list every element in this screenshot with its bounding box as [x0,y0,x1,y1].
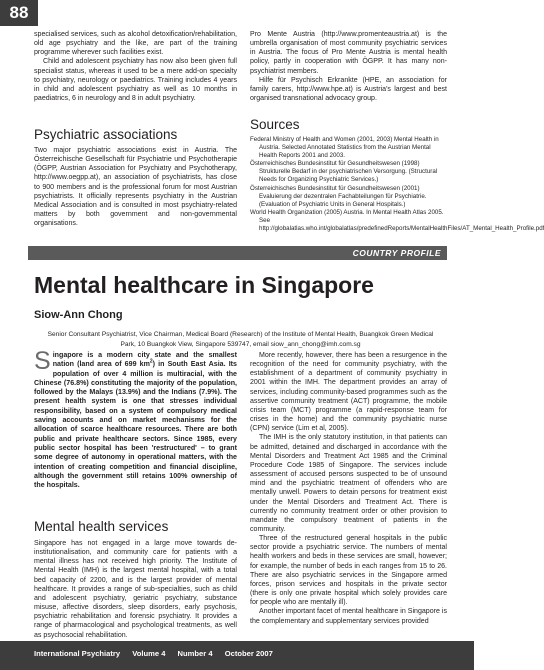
paragraph: Another important facet of mental healthcare in Singapore is the complementary and supplementary services provided [250,608,447,625]
paragraph: Pro Mente Austria (http://www.promenteaustria.at) is the umbrella organisation of most community psychiatric services in Austria. The focus of Pro Mente Austria is mental health policy, partly in cooperation with ÖGPP. It has many non-psychiatrist members. [250,31,447,75]
journal-number: Number 4 [177,649,213,658]
author-affiliation [34,330,447,349]
section-heading-mental-health-services: Mental health services [34,519,169,534]
paragraph: Singapore has not engaged in a large move towards de-institutionalisation, and community care for patients with a mental illness has not received high priority. The Institute of Mental Health (IMH) is the largest mental hospital, with a total bed capacity of 2200, and is the largest provider of mental healthcare. It provides a range of sub-specialties, such as child and adolescent psychiatry, geriatric psychiatry, substance misuse, affective disorders, sleep disorders, early psychosis, psychiatric rehabilitation and forensic psychiatry. It provides a range of pharmacological and psychological treatments, as well as psychosocial rehabilitation. [34,540,237,639]
article-title: Mental healthcare in Singapore [34,272,374,298]
section-heading-sources: Sources [250,117,300,132]
intro-text: ingapore is a modern city state and the smallest nation (land area of 699 km [52,351,237,369]
reference-item: Österreichisches Bundesinstitut für Gesundheitswesen (2001) Evaluierung der dezentralen Fachabteilungen für Psychiatrie. (Evaluation of Psychiatric Units in General Hospitals.) [250,184,427,208]
journal-footer [0,641,474,670]
paragraph: The IMH is the only statutory institution, in that patients can be admitted, detained and discharged in accordance with the Mental Disorders and Treatment Act 1985 and the Criminal Procedure Code 1985 of Singapore. The services include assessment of accused persons suspected to be of unsound mind and the psychiatric treatment of offenders who are mentally unwell. Powers to detain persons for treatment exist under the Mental Disorders and Treatment Act. There is currently no community treatment order or other provision to mandate the compulsory treatment of patients in the community. [250,434,447,533]
intro-text: ) in South East Asia. Its population of over 4 million is multiracial, with the Chinese (76.8%) constituting the majority of the population, followed by the Malays (13.9%) and the Indians (7.9%). The present health system is one that stresses individual responsibility, based on a system of compulsory medical saving accounts and on market mechanisms for the allocation of scarce healthcare resources. There are both public and private healthcare sectors. Since 1985, every public sector hospital has been 'restructured' – to grant some degree of autonomy in operational matters, with the intention of creating competition and financial discipline, although the government still retains 100% ownership of the hospitals. [34,360,237,490]
reference-item: Federal Ministry of Health and Women (2001, 2003) Mental Health in Austria. Selected Annotated Statistics from the Austrian Mental Health Reports 2001 and 2003. [250,136,439,160]
affiliation-line: Park, 10 Buangkok View, Singapore 539747, email siow_ann_chong@imh.com.sg [120,340,361,348]
superscript: 2 [149,358,153,365]
paragraph: Three of the restructured general hospitals in the public sector provide a psychiatric service. The numbers of mental health workers and beds in these services are small, however; for example, the number of beds in each ranges from 15 to 26. There are also psychiatric services in the Singapore armed forces, prison services and hospitals in the private sector (there is only one private hospital which solely provides care for people who are mentally ill). [250,535,447,607]
page-number: 88 [0,0,38,26]
journal-volume: Volume 4 [132,649,166,658]
paragraph: specialised services, such as alcohol detoxification/rehabilitation, old age psychiatry and the like, are part of the training programme wherever such facilities exist. [34,31,237,57]
left-column-services [34,539,237,640]
section-heading-psychiatric-associations: Psychiatric associations [34,127,178,142]
paragraph: Two major psychiatric associations exist in Austria. The Österreichische Gesellschaft für Psychiatrie und Psychotherapie (ÖGPP, Austrian Association for Psychiatry and Psychotherapy, http://www.oegpp.at), an association of psychiatrists, has close to 900 members and is the professional forum for most Austrian psychiatrists. It officially represents psychiatry in the Austrian Medical Association and is consulted in most psychiatry-related matters by both government and non-governmental organisations. [34,147,237,228]
paragraph: Hilfe für Psychisch Erkrankte (HPE, an association for family carers, http://www.hpe.at) is Austria's largest and best organised transnational advocacy group. [250,76,447,103]
left-column-top [34,30,237,103]
paragraph: Child and adolescent psychiatry has now also been given full specialist status, whereas it used to be a mere add-on specialty to psychiatry, neurology or paediatrics. Training includes 4 years in child and adolescent psychiatry as well as 10 months in paediatrics, 6 in neurology and 8 in adult psychiatry. [34,58,237,103]
journal-name: International Psychiatry [34,649,121,658]
left-column-associations [34,146,237,228]
drop-cap: S [34,347,51,375]
affiliation-line: Senior Consultant Psychiatrist, Vice Chairman, Medical Board (Research) of the Institute of Mental Health, Buangkok Green Medical [47,331,434,338]
country-profile-band: COUNTRY PROFILE [28,246,447,260]
journal-date: October 2007 [224,649,273,658]
paragraph: More recently, however, there has been a resurgence in the recognition of the need for community psychiatry, with the establishment of a department of community psychiatry in 2001 within the IMH. The department provides an array of services, including community-based programmes such as the assertive community treatment (ACT) programme, the mobile crisis team (MCT) programme (a rapid-response team for crises in the home) and the community psychiatric nurse (CPN) service (Lim et al, 2005). [250,352,447,433]
reference-item: World Health Organization (2005) Austria. In Mental Health Atlas 2005. See http://globalatlas.who.int/globalatlas/predefinedReports/MentalHealthFiles/AT_Mental_Health_Profile.pdf [250,208,544,233]
right-column-top [250,30,447,103]
right-column-article [250,351,447,626]
references-list [250,136,544,233]
author-name: Siow-Ann Chong [34,309,123,321]
reference-item: Österreichisches Bundesinstitut für Gesundheitswesen (1998) Strukturelle Bedarf in der psychiatrischen Versorgung. (Structural Needs for Organizing Psychiatric Services.) [250,160,438,184]
article-introduction [34,347,237,490]
